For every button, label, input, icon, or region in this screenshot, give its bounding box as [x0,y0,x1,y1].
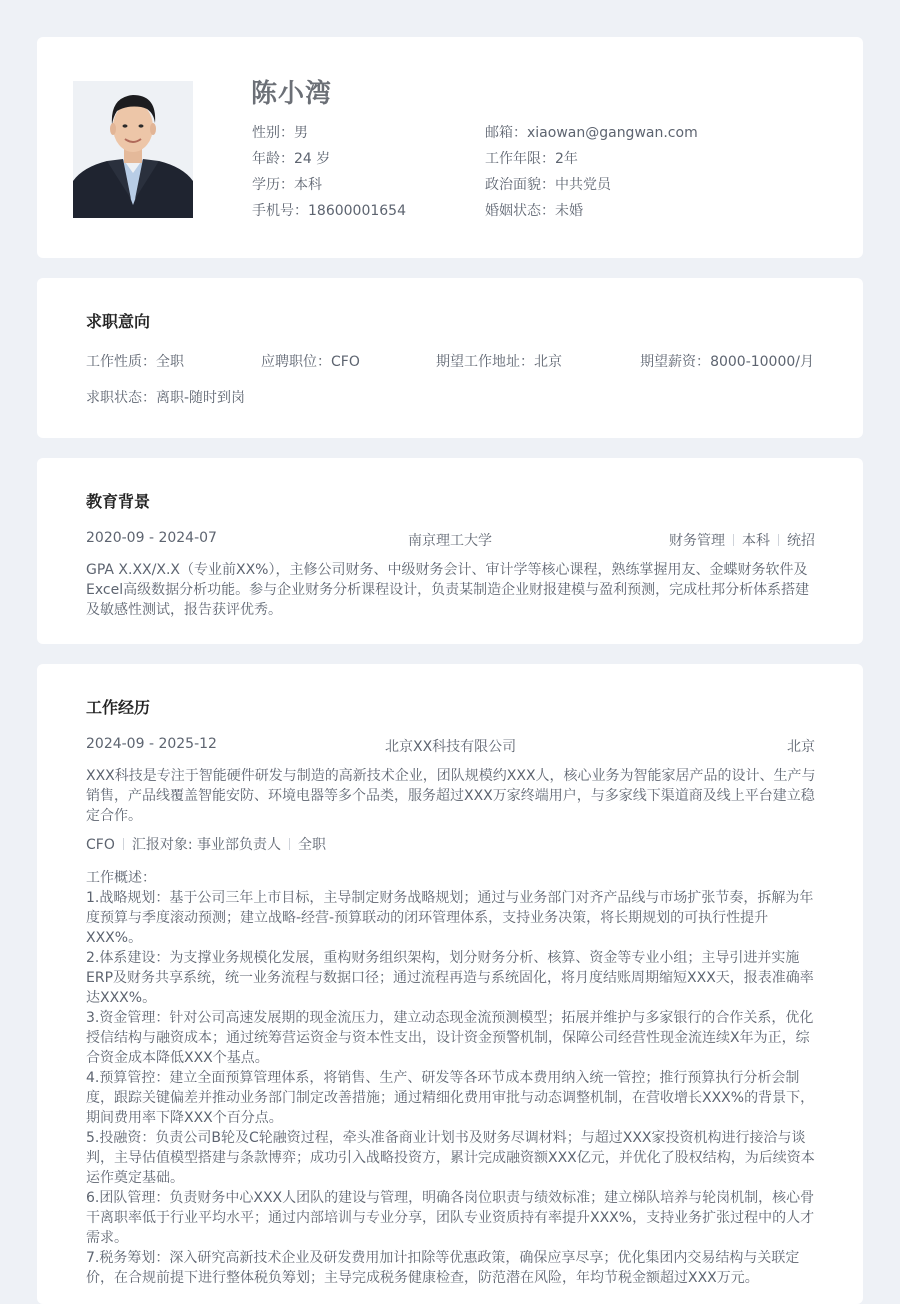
phone-value: 18600001654 [308,203,406,219]
salary-value: 8000-10000/月 [710,354,814,370]
education-row [252,174,322,194]
avatar [73,81,193,218]
degree-tag: 本科 [742,533,770,549]
company-name: 北京XX科技有限公司 [385,739,517,755]
position-label: 应聘职位： [261,354,331,370]
section-title-work: 工作经历 [86,698,151,717]
years-row [485,148,578,168]
salary-field [640,351,814,371]
work-tags [86,834,326,854]
candidate-name: 陈小湾 [251,79,333,109]
section-title-intent: 求职意向 [86,312,151,331]
job-intent-card [37,278,863,438]
overview-item: 1.战略规划：基于公司三年上市目标，主导制定财务战略规划；通过与业务部门对齐产品线与市场扩张节奏，拆解为年度预算与季度滚动预测；建立战略-经营-预算联动的闭环管理体系，支持业务决策，将长期规划的可执行性提升XXX%。 [86,890,814,946]
phone-label: 手机号： [252,203,308,219]
work-overview [86,868,816,1288]
work-experience-card [37,664,863,1304]
phone-row [252,200,406,220]
section-title-education: 教育背景 [86,492,151,511]
divider [289,838,290,850]
education-label: 学历： [252,177,294,193]
gender-row [252,122,308,142]
overview-label: 工作概述： [86,870,156,886]
political-value: 中共党员 [555,177,611,193]
education-value: 本科 [294,177,322,193]
enroll-tag: 统招 [787,533,815,549]
location-value: 北京 [534,354,562,370]
profile-card [37,37,863,258]
position-field [261,351,360,371]
job-type-label: 工作性质： [86,354,156,370]
overview-item: 4.预算管控：建立全面预算管理体系，将销售、生产、研发等各环节成本费用纳入统一管控；推行预算执行分析会制度，跟踪关键偏差并推动业务部门制定改善措施；通过精细化费用审批与动态调整机制，在营收增长XXX%的背景下，期间费用率下降XXX个百分点。 [86,1070,815,1126]
email-row [485,122,698,142]
job-type-value: 全职 [156,354,184,370]
salary-label: 期望薪资： [640,354,711,370]
school-name: 南京理工大学 [408,533,492,549]
work-type-tag: 全职 [298,837,327,853]
gender-value: 男 [294,125,308,141]
overview-item: 3.资金管理：针对公司高速发展期的现金流压力，建立动态现金流预测模型；拓展并维护与多家银行的合作关系，优化授信结构与融资成本；通过统筹营运资金与资本性支出，设计资金预警机制，保障公司经营性现金流连续X年为正，综合资金成本降低XXX个基点。 [86,1010,814,1066]
email-value: xiaowan@gangwan.com [527,125,698,141]
divider [123,838,124,850]
education-description: GPA X.XX/X.X（专业前XX%），主修公司财务、中级财务会计、审计学等核心课程，熟练掌握用友、金蝶财务软件及Excel高级数据分析功能。参与企业财务分析课程设计，负责某制造企业财报建模与盈利预测，完成杜邦分析体系搭建及敏感性测试，报告获评优秀。 [86,562,810,618]
location-label: 期望工作地址： [436,354,534,370]
age-label: 年龄： [252,151,294,167]
political-row [485,174,611,194]
education-tags [669,530,815,550]
political-label: 政治面貌： [485,177,555,193]
role-tag: CFO [86,837,115,853]
company-description: XXX科技是专注于智能硬件研发与制造的高新技术企业，团队规模约XXX人，核心业务为智能家居产品的设计、生产与销售，产品线覆盖智能安防、环境电器等多个品类，服务超过XXX万家终端用户，与多家线下渠道商及线上平台建立稳定合作。 [86,768,816,824]
avatar-photo [73,81,193,218]
marital-label: 婚姻状态： [485,203,555,219]
major-tag: 财务管理 [669,533,725,549]
education-period: 2020-09 - 2024-07 [86,530,217,546]
years-value: 2年 [555,151,578,167]
age-row [252,148,330,168]
email-label: 邮箱： [485,125,527,141]
position-value: CFO [331,354,360,370]
years-label: 工作年限： [485,151,555,167]
education-card [37,458,863,644]
marital-row [485,200,583,220]
work-city: 北京 [787,739,815,755]
divider [733,534,734,546]
job-status-value: 离职-随时到岗 [156,390,246,406]
divider [778,534,779,546]
job-status-field [86,387,245,407]
age-value: 24 岁 [294,151,331,167]
work-period: 2024-09 - 2025-12 [86,736,217,752]
job-type-field [86,351,184,371]
job-status-label: 求职状态： [86,390,156,406]
overview-item: 7.税务筹划：深入研究高新技术企业及研发费用加计扣除等优惠政策，确保应享尽享；优化集团内交易结构与关联定价，在合规前提下进行整体税负筹划；主导完成税务健康检查，防范潜在风险，年均节税金额超过XXX万元。 [86,1250,800,1286]
overview-item: 6.团队管理：负责财务中心XXX人团队的建设与管理，明确各岗位职责与绩效标准；建立梯队培养与轮岗机制，核心骨干离职率低于行业平均水平；通过内部培训与专业分享，团队专业资质持有率提升XXX%，支持业务扩张过程中的人才需求。 [86,1190,815,1246]
gender-label: 性别： [252,125,294,141]
report-to-tag: 汇报对象: 事业部负责人 [131,837,282,853]
marital-value: 未婚 [555,203,583,219]
location-field [436,351,562,371]
overview-item: 2.体系建设：为支撑业务规模化发展，重构财务组织架构，划分财务分析、核算、资金等专业小组；主导引进并实施ERP及财务共享系统，统一业务流程与数据口径；通过流程再造与系统固化，将月度结账周期缩短XXX天，报表准确率达XXX%。 [86,950,814,1006]
overview-item: 5.投融资：负责公司B轮及C轮融资过程，牵头准备商业计划书及财务尽调材料；与超过XXX家投资机构进行接洽与谈判，主导估值模型搭建与条款博弈；成功引入战略投资方，累计完成融资额XXX亿元，并优化了股权结构，为后续资本运作奠定基础。 [86,1130,815,1186]
